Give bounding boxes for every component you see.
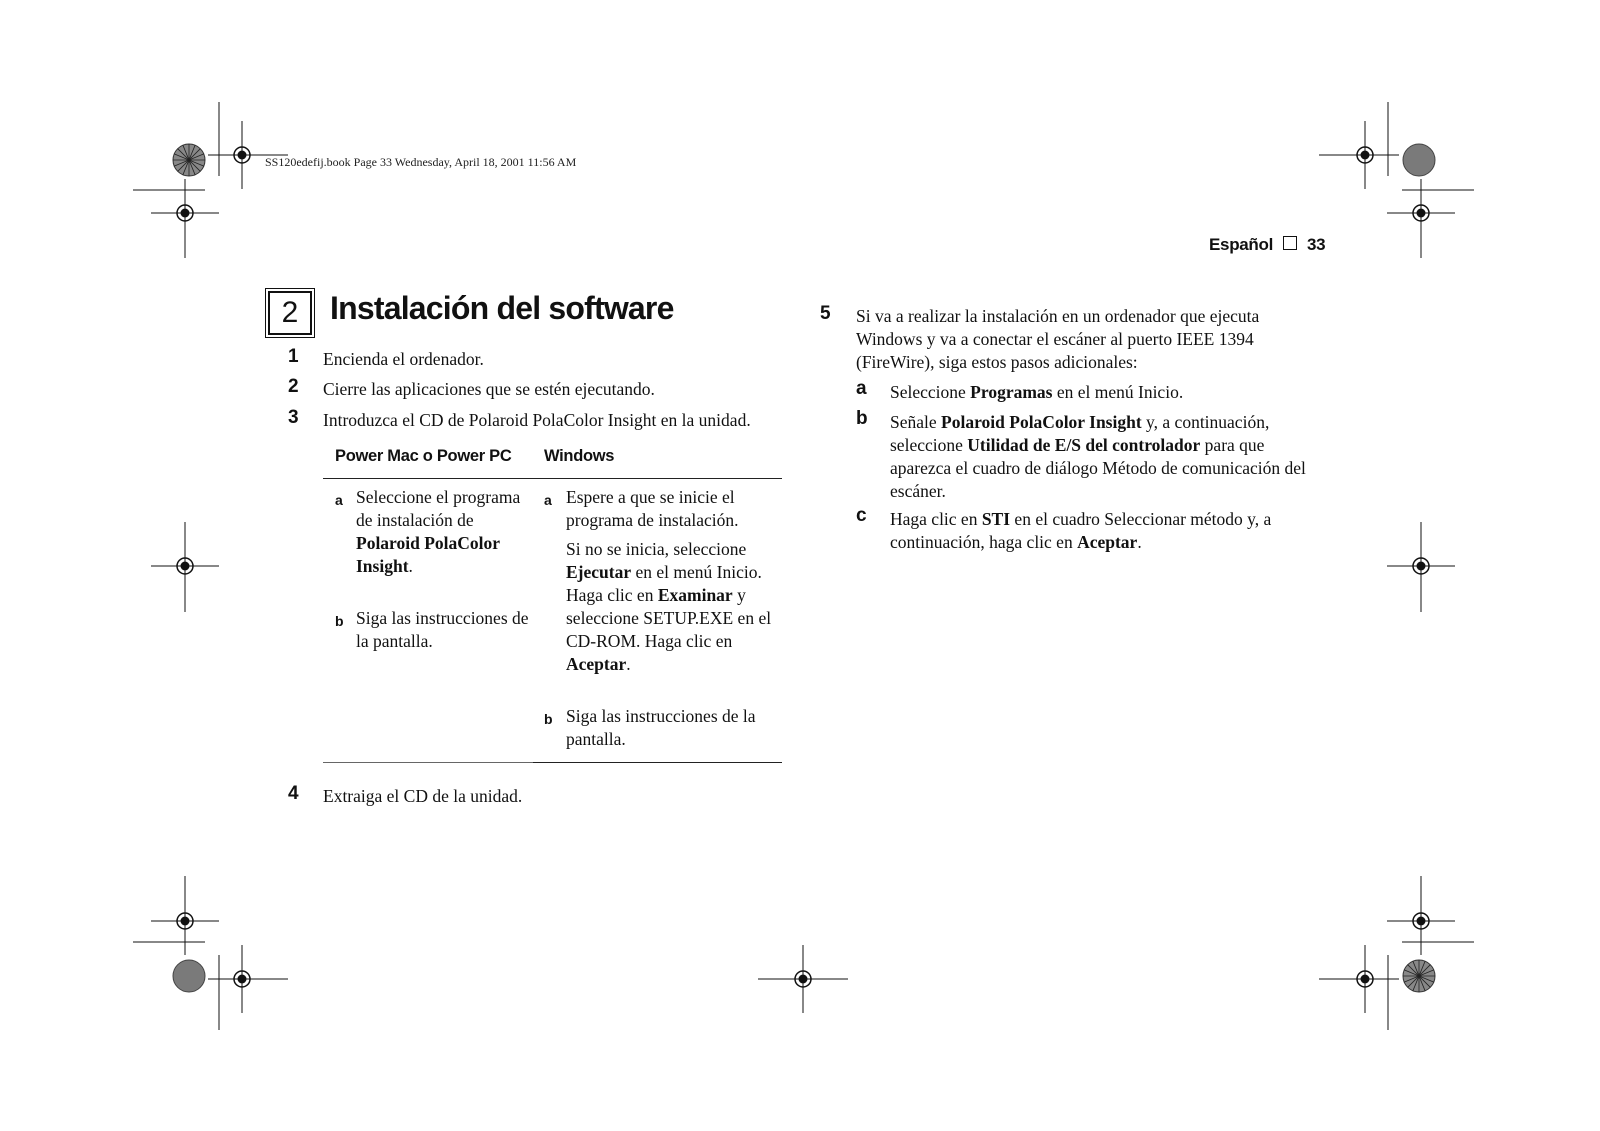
step-text: Encienda el ordenador. (323, 349, 484, 369)
running-head (1209, 235, 1325, 255)
step-number: 4 (288, 783, 299, 804)
win-step-b: Siga las instrucciones de la pantalla. (566, 706, 756, 749)
sub-letter: b (856, 408, 868, 429)
step-number: 2 (288, 376, 299, 397)
table-header-rule (323, 478, 782, 479)
book-slug: SS120edefij.book Page 33 Wednesday, April 18, 2001 11:56 AM (265, 155, 577, 169)
sub-letter: c (856, 505, 867, 526)
win-step-a: Espere a que se inicie el programa de instalación. (566, 487, 739, 530)
step5-a: Seleccione Programas en el menú Inicio. (890, 382, 1184, 402)
square-bullet-icon (1283, 236, 1297, 250)
running-head-label: Español (1209, 235, 1274, 254)
mac-step-a: Seleccione el programa de instalación de Polaroid PolaColor Insight. (356, 487, 521, 576)
sub-letter: a (856, 378, 867, 399)
table-bottom-rule-left (323, 762, 533, 763)
step-text: Extraiga el CD de la unidad. (323, 786, 523, 806)
step5-c: Haga clic en STI en el cuadro Seleccionar método y, a continuación, haga clic en Aceptar. (890, 509, 1272, 552)
section-number-box: 2 (268, 291, 312, 335)
step-text: Si va a realizar la instalación en un ordenador que ejecuta Windows y va a conectar el escáner al puerto IEEE 1394 (FireWire), siga estos pasos adicionales: (856, 306, 1260, 372)
table-header-mac: Power Mac o Power PC (335, 447, 512, 465)
step5-b: Señale Polaroid PolaColor Insight y, a continuación, seleccione Utilidad de E/S del controlador para que aparezca el cuadro de diálogo Método de comunicación del escáner. (890, 412, 1306, 501)
sub-letter: a (544, 492, 552, 508)
step-number: 1 (288, 346, 299, 367)
step-text: Cierre las aplicaciones que se estén ejecutando. (323, 379, 655, 399)
sub-letter: b (335, 613, 344, 629)
table-bottom-rule-right (533, 762, 782, 763)
section-title: Instalación del software (330, 290, 674, 326)
table-header-windows: Windows (544, 447, 615, 465)
step-text: Introduzca el CD de Polaroid PolaColor Insight en la unidad. (323, 410, 751, 430)
mac-step-b: Siga las instrucciones de la pantalla. (356, 608, 529, 651)
sub-letter: a (335, 492, 343, 508)
page-number: 33 (1307, 235, 1326, 254)
step-number: 3 (288, 407, 299, 428)
sub-letter: b (544, 711, 553, 727)
step-number: 5 (820, 303, 831, 324)
win-note: Si no se inicia, seleccione Ejecutar en el menú Inicio. Haga clic en Examinar y seleccione SETUP.EXE en el CD-ROM. Haga clic en Aceptar. (566, 539, 772, 674)
